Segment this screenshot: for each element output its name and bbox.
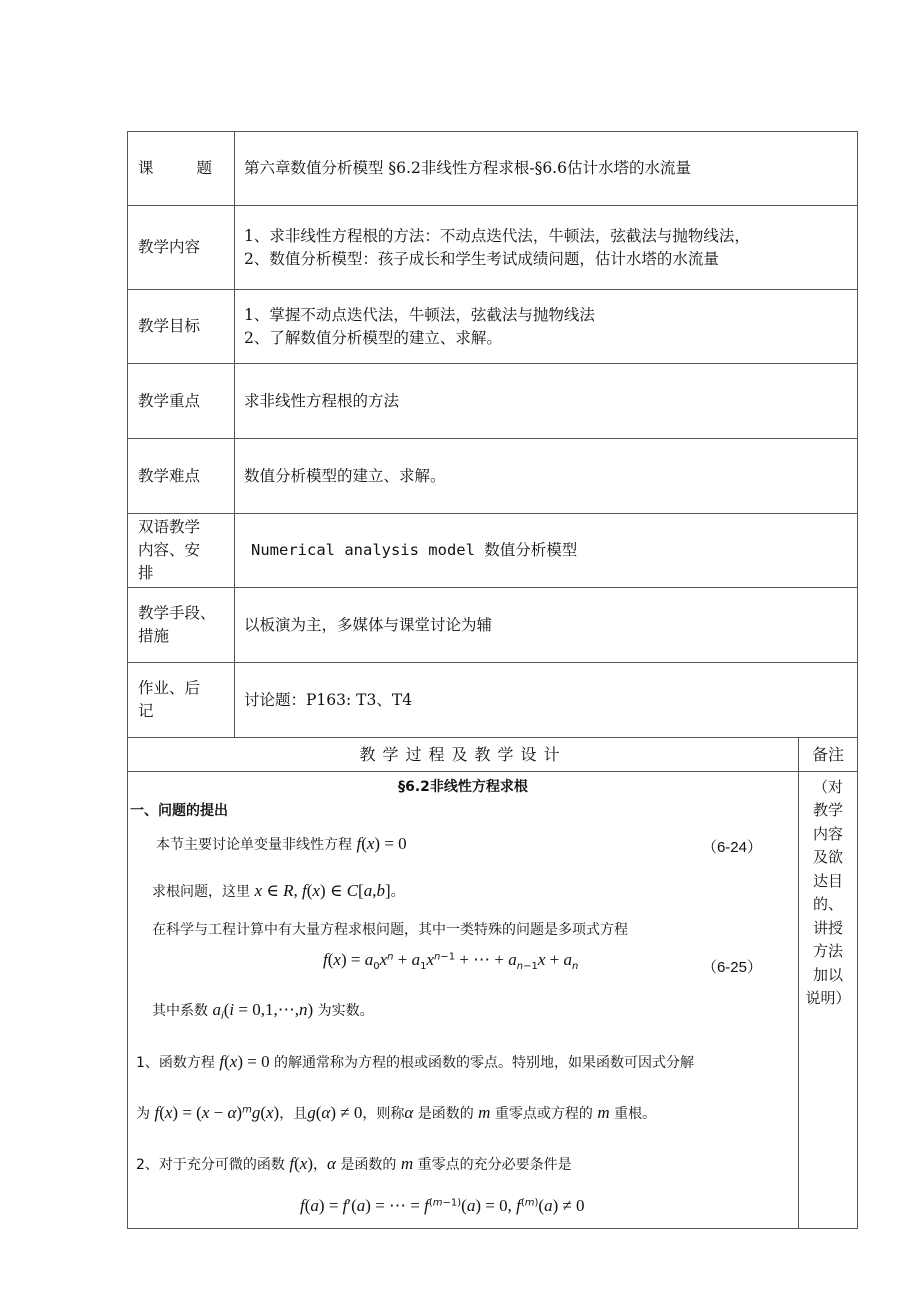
- value-teaching-goals: 1、掌握不动点迭代法，牛顿法，弦截法与抛物线法 2、了解数值分析模型的建立、求解。: [235, 290, 858, 364]
- row-bilingual: [128, 514, 858, 588]
- row-homework: [128, 663, 858, 738]
- value-bilingual: Numerical analysis model 数值分析模型: [235, 514, 858, 588]
- label-methods: 教学手段、 措施: [128, 588, 235, 663]
- process-header-row: [128, 737, 858, 771]
- value-methods: 以板演为主，多媒体与课堂讨论为辅: [235, 588, 858, 663]
- process-header: 教学过程及教学设计: [128, 737, 799, 771]
- row-methods: [128, 588, 858, 663]
- paragraph-6: 为 $f(x) = (x - \alpha)^mg(x)$，且g(α) ≠ 0，则称α 是函数的 m 重零点或方程的 m 重根。: [136, 1102, 657, 1122]
- teaching-process-table: [127, 737, 858, 1229]
- value-topic: 第六章数值分析模型 §6.2非线性方程求根-§6.6估计水塔的水流量: [235, 132, 858, 206]
- process-content-row: [128, 771, 858, 1228]
- value-teaching-content: 1、求非线性方程根的方法：不动点迭代法，牛顿法，弦截法与抛物线法， 2、数值分析模型：孩子成长和学生考试成绩问题，估计水塔的水流量: [235, 206, 858, 290]
- remark-header: 备注: [799, 737, 858, 771]
- label-topic: 课 题: [128, 132, 235, 206]
- value-homework: 讨论题：P163: T3、T4: [235, 663, 858, 738]
- lesson-plan-page: [127, 131, 858, 1229]
- equation-number-6-24: （6-24）: [701, 838, 762, 856]
- equation-inline: f: [356, 833, 362, 853]
- value-key-points: 求非线性方程根的方法: [235, 364, 858, 439]
- paragraph-1: 本节主要讨论单变量非线性方程 f(x) = 0: [156, 833, 407, 853]
- label-teaching-goals: 教学目标: [128, 290, 235, 364]
- label-homework: 作业、后 记: [128, 663, 235, 738]
- label-teaching-content: 教学内容: [128, 206, 235, 290]
- paragraph-5: 1、函数方程 f(x) = 0 的解通常称为方程的根或函数的零点。特别地，如果函数可因式分解: [136, 1051, 695, 1071]
- row-key-points: [128, 364, 858, 439]
- section-title: §6.2非线性方程求根: [398, 778, 528, 795]
- value-difficulties: 数值分析模型的建立、求解。: [235, 439, 858, 514]
- lesson-info-table: [127, 131, 858, 738]
- equation-number-6-25: （6-25）: [701, 958, 762, 976]
- row-difficulties: [128, 439, 858, 514]
- equation-multiplicity-condition: f(a) = f′(a) = ⋯ = $f^{(m-1)}(a) = 0$, $f^{(m)}(a) \ne 0$: [300, 1195, 585, 1215]
- subsection-title: 一、问题的提出: [130, 802, 228, 819]
- label-key-points: 教学重点: [128, 364, 235, 439]
- remark-column: （对 教学 内容 及欲 达目 的、 讲授 方法 加以 说明）: [799, 771, 858, 1228]
- equation-6-25: $f(x) = a_0x^n + a_1x^{n-1}$ + ⋯ + $a_{n-1}x + a_n$: [323, 949, 579, 972]
- paragraph-4: 其中系数 $a_i(i$ = 0,1,⋯,n) 为实数。: [152, 999, 374, 1022]
- paragraph-2: 求根问题，这里 x ∈ R, f(x) ∈ C[a,b]。: [152, 880, 405, 900]
- row-teaching-goals: [128, 290, 858, 364]
- paragraph-7: 2、对于充分可微的函数 f(x)，α 是函数的 m 重零点的充分必要条件是: [136, 1153, 572, 1173]
- row-topic: [128, 132, 858, 206]
- row-teaching-content: [128, 206, 858, 290]
- label-difficulties: 教学难点: [128, 439, 235, 514]
- paragraph-3: 在科学与工程计算中有大量方程求根问题，其中一类特殊的问题是多项式方程: [152, 921, 628, 938]
- label-bilingual: 双语教学 内容、安 排: [128, 514, 235, 588]
- process-content: [128, 771, 799, 1228]
